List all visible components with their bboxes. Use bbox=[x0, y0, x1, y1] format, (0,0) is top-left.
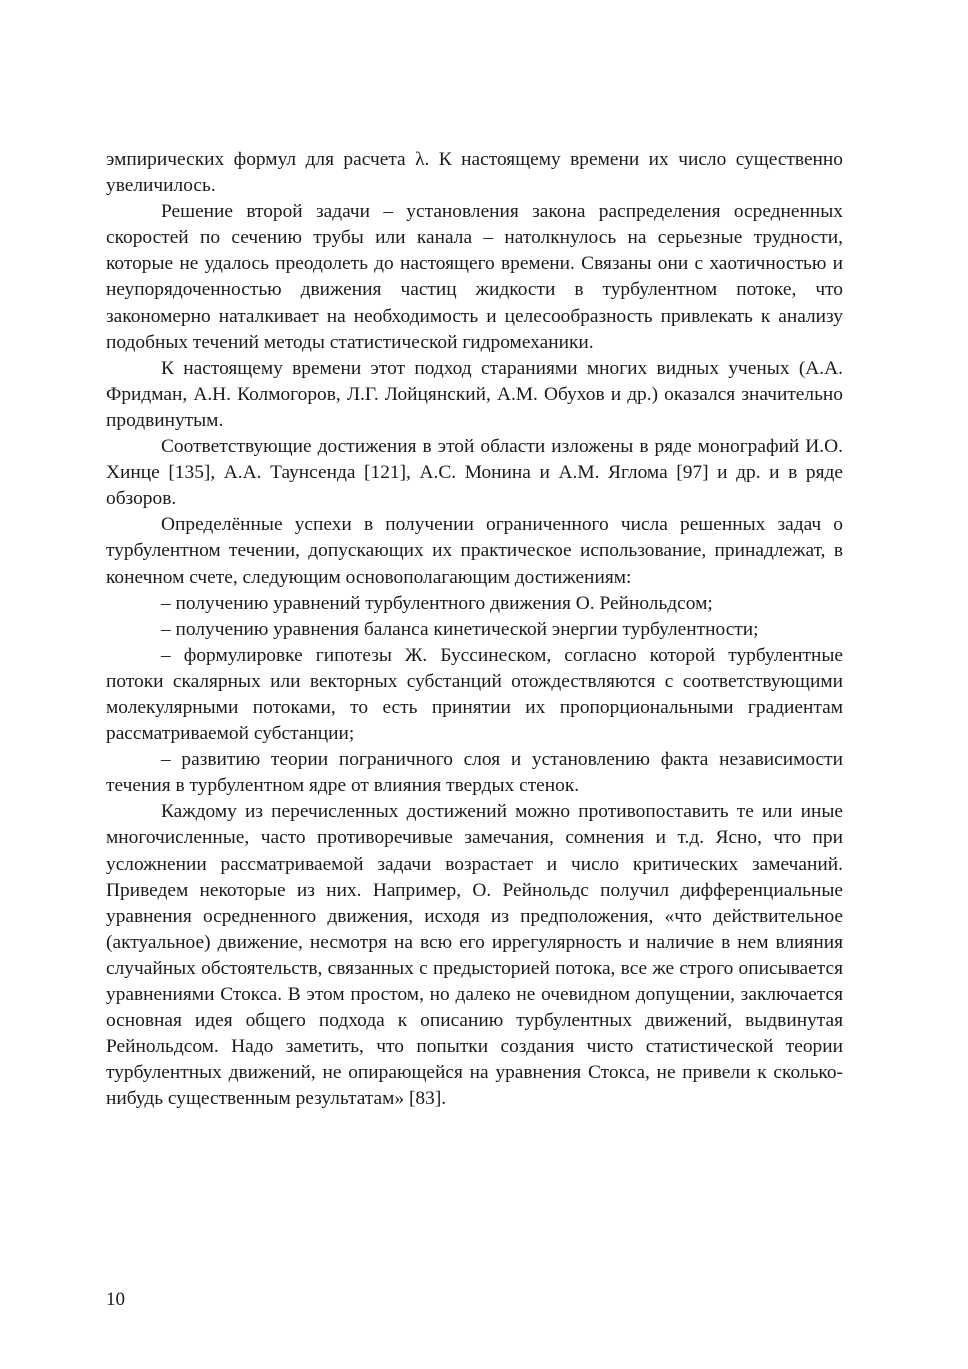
list-item: – формулировке гипотезы Ж. Буссинеском, согласно которой турбулентные потоки скалярных или векторных субстанций отождествляются с соответствующими молекулярными потоками, то есть принятии их пропорциональными градиентам рассматриваемой субстанции; bbox=[106, 644, 843, 745]
list-item: – получению уравнений турбулентного движения О. Рейнольдсом; bbox=[161, 592, 713, 614]
list-item: – развитию теории пограничного слоя и установлению факта независимости течения в турбулентном ядре от влияния твердых стенок. bbox=[106, 749, 843, 797]
list-item: – получению уравнения баланса кинетической энергии турбулентности; bbox=[161, 618, 759, 640]
paragraph: Каждому из перечисленных достижений можно противопоставить те или иные многочисленные, часто противоречивые замечания, сомнения и т.д. Ясно, что при усложнении рассматриваемой задачи возрастает и число критических замечаний. Приведем некоторые из них. Например, О. Рейнольдс получил дифференциальные уравнения осредненного движения, исходя из предположения, «что действительное (актуальное) движение, несмотря на всю его иррегулярность и наличие в нем влияния случайных обстоятельств, связанных с предысторией потока, все же строго описывается уравнениями Стокса. В этом простом, но далеко не очевидном допущении, заключается основная идея общего подхода к описанию турбулентных движений, выдвинутая Рейнольдсом. Надо заметить, что попытки создания чисто статистической теории турбулентных движений, не опирающейся на уравнения Стокса, не привели к сколько-нибудь существенным результатам» [83]. bbox=[106, 801, 843, 1110]
paragraph: Решение второй задачи – установления закона распределения осредненных скоростей по сечению трубы или канала – натолкнулось на серьезные трудности, которые не удалось преодолеть до настоящего времени. Связаны они с хаотичностью и неупорядоченностью движения частиц жидкости в турбулентном потоке, что закономерно наталкивает на необходимость и целесообразность привлекать к анализу подобных течений методы статистической гидромеханики. bbox=[106, 201, 843, 353]
paragraph-continued: эмпирических формул для расчета λ. К настоящему времени их число существенно увеличилось. bbox=[106, 149, 843, 197]
page-body bbox=[106, 147, 843, 1112]
paragraph: Соответствующие достижения в этой области изложены в ряде монографий И.О. Хинце [135], А.А. Таунсенда [121], А.С. Монина и А.М. Яглома [97] и др. и в ряде обзоров. bbox=[106, 436, 843, 510]
paragraph: К настоящему времени этот подход стараниями многих видных ученых (А.А. Фридман, А.Н. Колмогоров, Л.Г. Лойцянский, А.М. Обухов и др.) оказался значительно продвинутым. bbox=[106, 357, 843, 431]
page-number: 10 bbox=[106, 1289, 125, 1310]
paragraph: Определённые успехи в получении ограниченного числа решенных задач о турбулентном течении, допускающих их практическое использование, принадлежат, в конечном счете, следующим основополагающим достижениям: bbox=[106, 514, 843, 588]
